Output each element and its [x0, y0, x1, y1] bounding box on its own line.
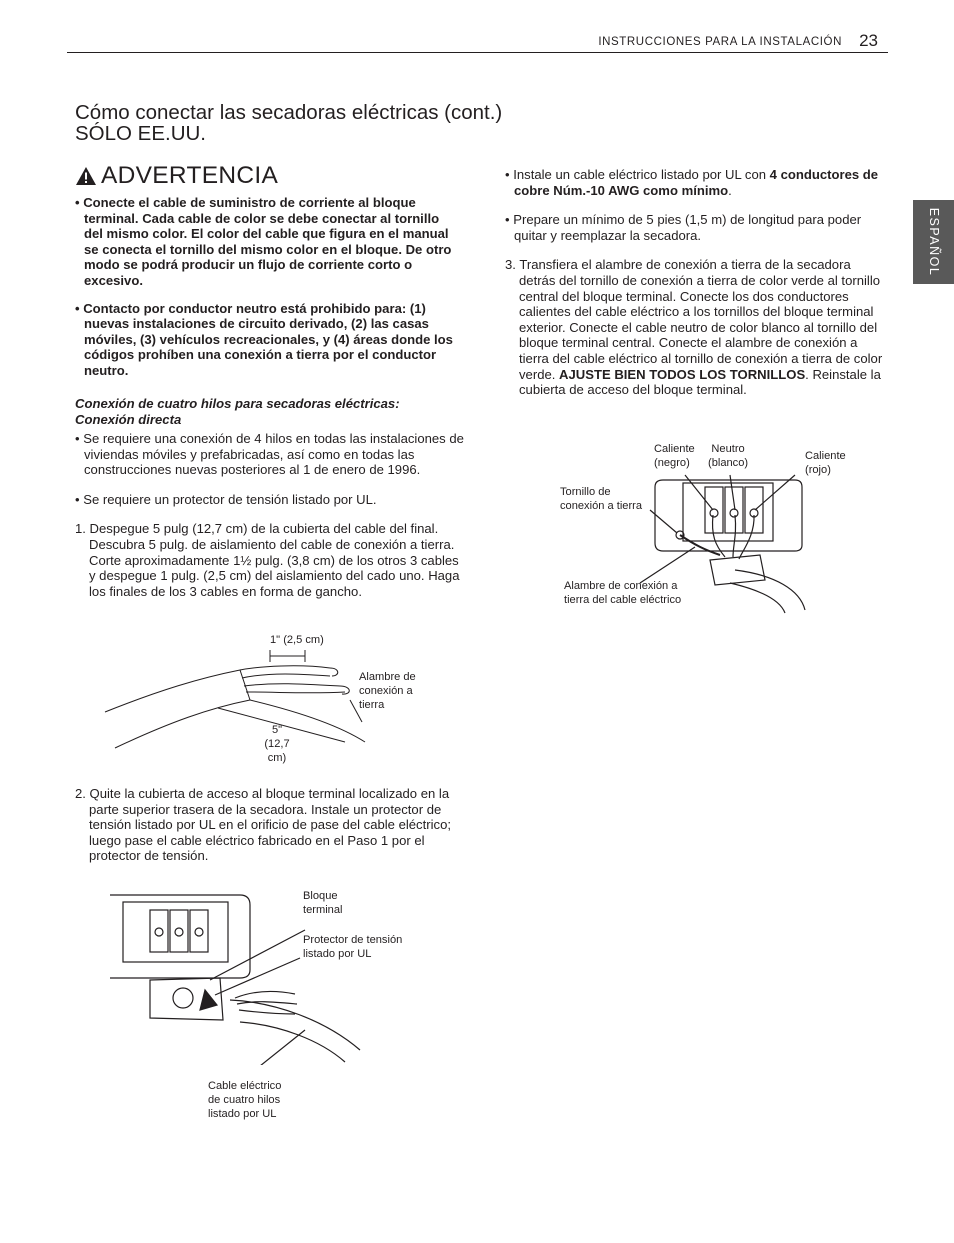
ground-label-line1: Alambre de — [359, 671, 416, 683]
terminal-block — [683, 483, 773, 541]
relief-line1: Protector de tensión — [303, 934, 403, 946]
screw-line1: Tornillo de — [560, 486, 611, 498]
warning-item-1: • Conecte el cable de suministro de corriente al bloque terminal. Cada cable de color se debe conectar al tornillo del mismo color. El color del cable que figura en el manual se conecta el tornillo del mismo color en el bloque. De otro modo se podrá producir un flujo de corriente corto o excesivo. — [75, 195, 452, 288]
cord-line3: listado por UL — [208, 1108, 277, 1120]
step-3-text: 3. Transfiera el alambre de conexión a tierra de la secadora detrás del tornillo de conexión a tierra de color verde al tornillo central del bloque terminal. Conecte los dos conductores calientes del cable eléctrico a los tornillos del bloque terminal exterior. Conecte el cable neutro de color blanco al tornillo del bloque terminal central. Conecte el alambre de conexión a tierra del cable eléctrico al tornillo de conexión a tierra de color verde. — [505, 257, 883, 382]
subheading-line2: Conexión directa — [75, 411, 182, 427]
warning-title: ADVERTENCIA — [101, 162, 279, 189]
cord-ground-leader — [640, 547, 695, 583]
language-tab — [913, 200, 954, 284]
bullet-4-wire: • Se requiere una conexión de 4 hilos en todas las instalaciones de viviendas móviles y prefabricadas, así como en todas las construcciones nuevas posteriores al 1 de enero de 1996. — [75, 431, 464, 478]
dryer-panel — [655, 480, 802, 551]
left-column-text — [75, 431, 465, 599]
block-line2: terminal — [303, 904, 343, 916]
cord-line1: Cable eléctrico — [208, 1080, 282, 1092]
screw-line2: conexión a tierra — [560, 500, 643, 512]
relief-line2: listado por UL — [303, 948, 372, 960]
ground-label-line3: tierra — [359, 699, 385, 711]
bullet-strain-relief: • Se requiere un protector de tensión listado por UL. — [75, 491, 377, 507]
screw-leader — [650, 510, 677, 533]
label-5-inch — [254, 723, 300, 765]
relief-leader — [215, 958, 300, 995]
cord-leader — [255, 1030, 305, 1065]
bullet-ul-cord-bold: 4 conductores de cobre Núm.-10 AWG como mínimo — [514, 167, 879, 198]
neutral-line1: Neutro — [711, 443, 745, 455]
label-power-cord — [208, 1079, 281, 1121]
warning-triangle-icon — [75, 166, 97, 186]
label-terminal-block — [303, 889, 342, 917]
cable-jacket — [105, 670, 250, 748]
label-cord-ground — [564, 579, 681, 607]
label-hot-red — [805, 449, 846, 477]
step-3 — [505, 257, 890, 397]
bullet-ul-cord-text: • Instale un cable eléctrico listado por UL con — [505, 167, 770, 182]
bullet-cord-length: • Prepare un mínimo de 5 pies (1,5 m) de longitud para poder quitar y reemplazar la secadora. — [505, 212, 862, 243]
label-ground-screw — [560, 485, 642, 513]
label-ground-wire — [359, 670, 416, 712]
language-tab-label: ESPAÑOL — [926, 207, 941, 277]
label-neutral — [708, 442, 748, 470]
dryer-panel — [110, 895, 250, 978]
title-line1: Cómo conectar las secadoras eléctricas (cont.) — [75, 101, 503, 124]
cordground-line2: tierra del cable eléctrico — [564, 594, 682, 606]
dim5-line1: 5" — [271, 724, 283, 736]
right-column-text — [505, 167, 890, 398]
header-rule — [67, 52, 888, 53]
title-line2: SÓLO EE.UU. — [75, 122, 207, 145]
neutral-line2: (blanco) — [708, 457, 749, 469]
step-2: 2. Quite la cubierta de acceso al bloque terminal localizado en la parte superior trasera de la secadora. Instale un protector de tensión listado por UL en el orificio de pase del cable eléctrico; luego pase el cable eléctrico fabricado en el Paso 1 por el protector de tensión. — [75, 786, 451, 864]
running-header: INSTRUCCIONES PARA LA INSTALACIÓN — [598, 36, 842, 48]
page-title — [75, 102, 502, 144]
warning-block — [75, 162, 455, 379]
step-1: 1. Despegue 5 pulg (12,7 cm) de la cubierta del cable del final. Descubra 5 pulg. de aislamiento del cable de conexión a tierra. Corte aproximadamente 1½ pulg. (3,8 cm) de los otros 3 cables y despegue 1 pulg. (2,5 cm) del aislamiento del cado uno. Haga los finales de los 3 cables en forma de gancho. — [75, 521, 460, 599]
hot-red-line2: (rojo) — [805, 464, 831, 476]
block-leader — [210, 930, 305, 980]
block-line1: Bloque — [303, 890, 338, 902]
strain-relief-clamp — [173, 988, 193, 1008]
label-strain-relief — [303, 933, 402, 961]
cord-line2: de cuatro hilos — [208, 1094, 281, 1106]
page-number: 23 — [859, 31, 878, 50]
step-3-bold: AJUSTE BIEN TODOS LOS TORNILLOS — [559, 366, 806, 382]
cable-wires — [240, 666, 345, 693]
warning-item-2: • Contacto por conductor neutro está prohibido para: (1) nuevas instalaciones de circuito derivado, (2) las casas móviles, (3) vehículos recreacionales, y (4) áreas donde los códigos prohíben una conexión a tierra por el conductor neutro. — [75, 300, 453, 378]
cordground-line1: Alambre de conexión a — [564, 580, 678, 592]
dim-1in — [270, 650, 305, 662]
dim5-line2: (12,7 cm) — [264, 738, 290, 764]
step-3-end: . Reinstale la cubierta de acceso del bloque terminal. — [519, 366, 881, 398]
label-hot-black — [654, 442, 695, 470]
power-cord — [730, 570, 805, 613]
bullet-ul-cord-end: . — [728, 182, 732, 198]
hot-black-line2: (negro) — [654, 457, 690, 469]
step-2-block — [75, 786, 460, 864]
section-subheading — [75, 396, 455, 427]
bullet-ul-cord — [505, 167, 890, 198]
ground-label-line2: conexión a — [359, 685, 413, 697]
hot-black-line1: Caliente — [654, 443, 695, 455]
power-cord — [230, 1000, 360, 1062]
label-1-inch: 1" (2,5 cm) — [270, 634, 324, 646]
subheading-line1: Conexión de cuatro hilos para secadoras eléctricas: — [75, 396, 400, 411]
wire-hooks — [330, 668, 349, 694]
hot-red-line1: Caliente — [805, 450, 846, 462]
